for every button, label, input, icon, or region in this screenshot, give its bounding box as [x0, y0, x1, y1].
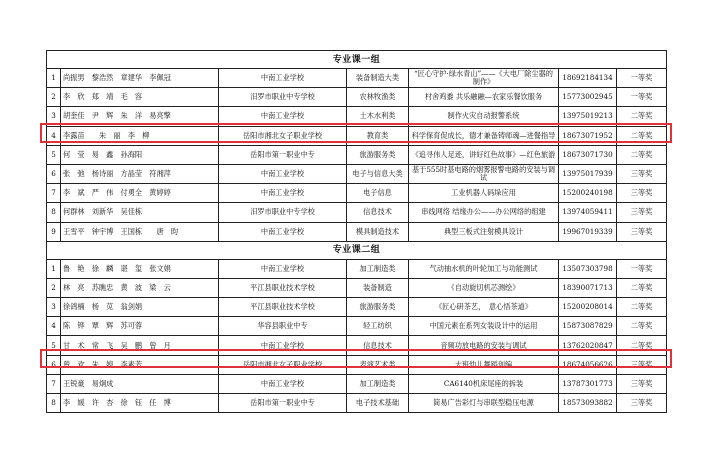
cell-work: 制作火灾自动报警系统	[409, 107, 559, 126]
cell-category: 教育类	[347, 126, 409, 145]
cell-school: 中南工业学校	[219, 69, 347, 88]
cell-work: 串线网络 结缘办公——办公网络的组建	[409, 203, 559, 222]
cell-phone: 13974059411	[559, 203, 617, 222]
cell-no: 7	[47, 374, 61, 393]
cell-phone: 18692184134	[559, 69, 617, 88]
cell-category: 装备制造	[347, 278, 409, 297]
cell-phone: 15773002945	[559, 88, 617, 107]
cell-work: 工业机器人码垛应用	[409, 184, 559, 203]
cell-members: 甘 术 常 飞 吴 鹏 曾 月	[61, 336, 219, 355]
cell-members: 张 弛 杨诗丽 方晶莹 符湘萍	[61, 164, 219, 183]
cell-no: 3	[47, 298, 61, 317]
cell-work: 中国元素在系列女装设计中的运用	[409, 317, 559, 336]
cell-phone: 13507303798	[559, 259, 617, 278]
cell-category: 旅游服务类	[347, 298, 409, 317]
cell-members: 李 媛 许 杏 徐 钰 任 博	[61, 394, 219, 413]
cell-category: 农林牧渔类	[347, 88, 409, 107]
cell-school: 中南工业学校	[219, 107, 347, 126]
cell-award: 一等奖	[617, 259, 667, 278]
cell-phone: 13762020847	[559, 336, 617, 355]
cell-work: 《自动旋切机芯测绘》	[409, 278, 559, 297]
cell-category: 旅游服务类	[347, 145, 409, 164]
cell-members: 胡奎佳 尹 辉 朱 洋 易亮擎	[61, 107, 219, 126]
cell-award: 三等奖	[617, 394, 667, 413]
cell-award: 二等奖	[617, 298, 667, 317]
cell-work: 气动抽水机的叶轮加工与功能测试	[409, 259, 559, 278]
cell-members: 王锐豪 易炯成	[61, 374, 219, 393]
section-header-row	[47, 51, 667, 69]
cell-no: 8	[47, 394, 61, 413]
table-row	[47, 259, 667, 278]
cell-work: 村舍鸡黍 共乐融融—农家乐餐饮服务	[409, 88, 559, 107]
cell-award: 三等奖	[617, 184, 667, 203]
cell-no: 4	[47, 126, 61, 145]
cell-no: 2	[47, 88, 61, 107]
table-row	[47, 203, 667, 222]
table-row	[47, 222, 667, 241]
cell-school: 中南工业学校	[219, 336, 347, 355]
cell-no: 7	[47, 184, 61, 203]
cell-work: 音频功放电路的安装与调试	[409, 336, 559, 355]
table-row	[47, 164, 667, 183]
cell-award: 二等奖	[617, 126, 667, 145]
cell-no: 4	[47, 317, 61, 336]
cell-work: 《追寻伟人足迹，讲好红色故事》—红色旅游	[409, 145, 559, 164]
cell-award: 二等奖	[617, 145, 667, 164]
cell-members: 陈 铧 覃 辉 苏可蓉	[61, 317, 219, 336]
cell-members: 何 莹 易 鑫 孙海阳	[61, 145, 219, 164]
cell-phone: 13975019213	[559, 107, 617, 126]
cell-phone: 13787301773	[559, 374, 617, 393]
cell-school: 岳阳市湘北女子职业学校	[219, 126, 347, 145]
cell-no: 5	[47, 336, 61, 355]
table-row	[47, 374, 667, 393]
table-row	[47, 394, 667, 413]
cell-category: 电子技术基础	[347, 394, 409, 413]
cell-category: 轻工纺织	[347, 317, 409, 336]
cell-category: 模具制造技术	[347, 222, 409, 241]
award-table	[46, 50, 667, 413]
cell-award: 三等奖	[617, 164, 667, 183]
cell-award: 二等奖	[617, 107, 667, 126]
cell-award: 二等奖	[617, 336, 667, 355]
cell-phone: 15200240198	[559, 184, 617, 203]
cell-work: 典型三板式注射模具设计	[409, 222, 559, 241]
cell-work: 简易广告彩灯与串联型稳压电源	[409, 394, 559, 413]
cell-no: 2	[47, 278, 61, 297]
cell-work: CA6140机床尾座的拆装	[409, 374, 559, 393]
cell-members: 何群林 刘新华 吴佳栋	[61, 203, 219, 222]
cell-no: 8	[47, 203, 61, 222]
cell-school: 岳阳市第一职业中专	[219, 394, 347, 413]
cell-award: 一等奖	[617, 69, 667, 88]
table-row	[47, 145, 667, 164]
cell-no: 3	[47, 107, 61, 126]
cell-members: 林 亮 苏瞧忠 黄 波 梁 云	[61, 278, 219, 297]
cell-category: 表演艺术类	[347, 355, 409, 374]
cell-category: 电子与信息大类	[347, 164, 409, 183]
cell-school: 岳阳市湘北女子职业学校	[219, 355, 347, 374]
cell-category: 装备制造大类	[347, 69, 409, 88]
cell-school: 汨罗市职业中专学校	[219, 88, 347, 107]
cell-award: 一等奖	[617, 88, 667, 107]
cell-no: 1	[47, 259, 61, 278]
cell-no: 6	[47, 355, 61, 374]
cell-category: 土木水利类	[347, 107, 409, 126]
cell-school: 华容县职业中专	[219, 317, 347, 336]
cell-school: 岳阳市第一职业中专	[219, 145, 347, 164]
cell-award: 二等奖	[617, 278, 667, 297]
cell-phone: 15873087829	[559, 317, 617, 336]
section-header-row	[47, 241, 667, 259]
table-row	[47, 317, 667, 336]
cell-school: 平江县职业技术学校	[219, 278, 347, 297]
table-row	[47, 355, 667, 374]
cell-award: 三等奖	[617, 355, 667, 374]
cell-school: 中南工业学校	[219, 259, 347, 278]
cell-no: 6	[47, 164, 61, 183]
cell-no: 5	[47, 145, 61, 164]
table-row	[47, 107, 667, 126]
cell-phone: 18390071713	[559, 278, 617, 297]
cell-phone: 18674056626	[559, 355, 617, 374]
cell-members: 徐鸽楠 杨 苋 翁剑娟	[61, 298, 219, 317]
cell-work: 《匠心研茶艺， 意心悟茶道》	[409, 298, 559, 317]
cell-work: 大班幼儿舞蹈创编	[409, 355, 559, 374]
cell-category: 信息技术	[347, 203, 409, 222]
cell-phone: 18573093882	[559, 394, 617, 413]
cell-phone: 18673071730	[559, 145, 617, 164]
cell-award: 三等奖	[617, 374, 667, 393]
cell-members: 李 斌 严 伟 付勇全 黄婷婷	[61, 184, 219, 203]
cell-phone: 15200208014	[559, 298, 617, 317]
cell-award: 三等奖	[617, 203, 667, 222]
section-title: 专业课二组	[47, 241, 667, 259]
table-row	[47, 88, 667, 107]
cell-school: 中南工业学校	[219, 222, 347, 241]
cell-award: 三等奖	[617, 222, 667, 241]
cell-category: 信息技术	[347, 336, 409, 355]
cell-school: 汨罗市职业中专学校	[219, 203, 347, 222]
cell-members: 李 欣 郑 靖 毛 容	[61, 88, 219, 107]
cell-members: 尚振男 黎浩然 章建华 李佩冠	[61, 69, 219, 88]
cell-work: 科学保育促成长，德才兼备铸师魂—进餐指导	[409, 126, 559, 145]
table-row	[47, 69, 667, 88]
cell-no: 9	[47, 222, 61, 241]
cell-category: 电子信息	[347, 184, 409, 203]
section-title: 专业课一组	[47, 51, 667, 69]
table-row	[47, 184, 667, 203]
table-row	[47, 298, 667, 317]
cell-work: “匠心守护·绿水青山”——《大电厂除尘器的制作》	[409, 69, 559, 88]
cell-category: 加工制造类	[347, 259, 409, 278]
cell-members: 李露苗 朱 丽 李 柳	[61, 126, 219, 145]
cell-category: 加工制造类	[347, 374, 409, 393]
cell-school: 平江县职业技术学校	[219, 298, 347, 317]
award-table-body	[47, 51, 667, 413]
cell-members: 鲁 艳 徐 麟 谌 玺 张文娟	[61, 259, 219, 278]
cell-school: 中南工业学校	[219, 164, 347, 183]
cell-members: 王雪平 钟宇博 王国栋 唐 昀	[61, 222, 219, 241]
table-row	[47, 278, 667, 297]
table-row	[47, 126, 667, 145]
cell-phone: 19967019339	[559, 222, 617, 241]
award-sheet	[46, 50, 666, 413]
cell-no: 1	[47, 69, 61, 88]
table-row	[47, 336, 667, 355]
cell-school: 中南工业学校	[219, 184, 347, 203]
cell-members: 曾 欢 朱 婷 李素芳	[61, 355, 219, 374]
cell-work: 基于555时基电路的烟雾报警电路的安装与调试	[409, 164, 559, 183]
cell-award: 二等奖	[617, 317, 667, 336]
cell-school: 中南工业学校	[219, 374, 347, 393]
cell-phone: 13975017939	[559, 164, 617, 183]
cell-phone: 18673071952	[559, 126, 617, 145]
